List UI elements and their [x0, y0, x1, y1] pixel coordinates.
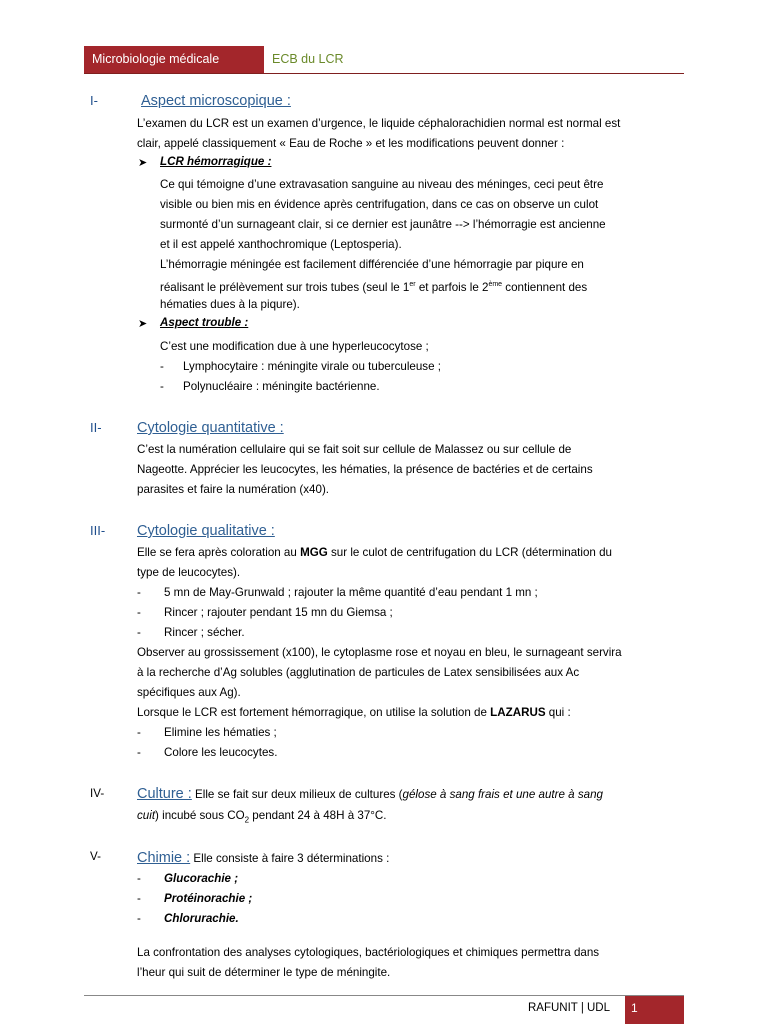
header-divider	[84, 73, 684, 74]
section-1-number: I-	[90, 93, 98, 108]
subheading-aspect-trouble: Aspect trouble :	[160, 316, 249, 329]
dash-bullet: -	[160, 380, 164, 393]
section-2-line-1: C’est la numération cellulaire qui se fait soit sur cellule de Malassez ou sur cellule de	[137, 443, 572, 456]
dash-bullet: -	[137, 746, 141, 759]
section-4-line-1: Culture : Elle se fait sur deux milieux de cultures (gélose à sang frais et une autre à sang	[137, 786, 603, 802]
lazarus-item-1: Elimine les hématies ;	[164, 726, 277, 739]
conclusion-line-2: l’heur qui suit de déterminer le type de méningite.	[137, 966, 391, 979]
header-subject: Microbiologie médicale	[84, 46, 264, 73]
section-5-number: V-	[90, 850, 101, 863]
section-3-line-1: Elle se fera après coloration au MGG sur le culot de centrifugation du LCR (détermination du	[137, 546, 612, 559]
section-4-number: IV-	[90, 787, 105, 800]
observation-line-1: Observer au grossissement (x100), le cytoplasme rose et noyau en bleu, le surnageant servira	[137, 646, 622, 659]
mgg-step-1: 5 mn de May-Grunwald ; rajouter la même quantité d’eau pendant 1 mn ;	[164, 586, 538, 599]
section-3-title: Cytologie qualitative :	[137, 523, 275, 539]
dash-bullet: -	[160, 360, 164, 373]
footer-divider	[84, 995, 684, 996]
section-1-title: Aspect microscopique :	[141, 93, 291, 109]
hemorragique-line-4: et il est appelé xanthochromique (Leptosperia).	[160, 238, 402, 251]
mgg-step-3: Rincer ; sécher.	[164, 626, 245, 639]
section-2-title: Cytologie quantitative :	[137, 420, 284, 436]
conclusion-line-1: La confrontation des analyses cytologiques, bactériologiques et chimiques permettra dans	[137, 946, 600, 959]
dash-bullet: -	[137, 892, 141, 905]
hemorragique-line-7: hématies dues à la piqure).	[160, 298, 300, 311]
arrow-bullet-icon: ➤	[138, 157, 148, 169]
dash-bullet: -	[137, 606, 141, 619]
section-4-line-2: cuit) incubé sous $CO_2$ pendant 24 à 48H à 37°C.	[137, 809, 387, 825]
dash-bullet: -	[137, 726, 141, 739]
section-2-line-2: Nageotte. Apprécier les leucocytes, les hématies, la présence de bactéries et de certains	[137, 463, 593, 476]
section-2-line-3: parasites et faire la numération (x40).	[137, 483, 330, 496]
section-5-line-1: Chimie : Elle consiste à faire 3 déterminations :	[137, 850, 390, 866]
chemistry-item-1: Glucorachie ;	[164, 872, 239, 885]
dash-bullet: -	[137, 626, 141, 639]
dash-bullet: -	[137, 586, 141, 599]
section-3-line-2: type de leucocytes).	[137, 566, 241, 579]
hemorragique-line-1: Ce qui témoigne d’une extravasation sanguine au niveau des méninges, ceci peut être	[160, 178, 604, 191]
section-1-intro-1: L’examen du LCR est un examen d’urgence, le liquide céphalorachidien normal est normal est	[137, 117, 621, 130]
hemorragique-line-6: réalisant le prélèvement sur trois tubes (seul le 1er et parfois le 2ème contiennent des	[160, 280, 588, 294]
section-1-intro-2: clair, appelé classiquement « Eau de Roche » et les modifications peuvent donner :	[137, 137, 565, 150]
section-3-number: III-	[90, 523, 106, 538]
mgg-step-2: Rincer ; rajouter pendant 15 mn du Giemsa ;	[164, 606, 393, 619]
chemistry-item-2: Protéinorachie ;	[164, 892, 253, 905]
lazarus-line: Lorsque le LCR est fortement hémorragique, on utilise la solution de LAZARUS qui :	[137, 706, 571, 719]
observation-line-3: spécifiques aux Ag).	[137, 686, 241, 699]
footer-author: RAFUNIT | UDL	[528, 1002, 611, 1014]
hemorragique-line-5: L’hémorragie méningée est facilement différenciée d’une hémorragie par piqure en	[160, 258, 584, 271]
section-2-number: II-	[90, 420, 102, 435]
trouble-line: C’est une modification due à une hyperleucocytose ;	[160, 340, 429, 353]
trouble-item-1: Lymphocytaire : méningite virale ou tuberculeuse ;	[183, 360, 441, 373]
arrow-bullet-icon: ➤	[138, 318, 148, 330]
hemorragique-line-3: surmonté d’un surnageant clair, si ce dernier est jaunâtre --> l’hémorragie est ancienne	[160, 218, 606, 231]
subheading-lcr-hemorragique: LCR hémorragique :	[160, 155, 272, 168]
page-number: 1	[625, 996, 684, 1024]
dash-bullet: -	[137, 912, 141, 925]
trouble-item-2: Polynucléaire : méningite bactérienne.	[183, 380, 380, 393]
header-topic: ECB du LCR	[272, 52, 344, 66]
hemorragique-line-2: visible ou bien mis en évidence après centrifugation, dans ce cas on observe un culot	[160, 198, 599, 211]
lazarus-item-2: Colore les leucocytes.	[164, 746, 278, 759]
observation-line-2: à la recherche d’Ag solubles (agglutination de particules de Latex sensibilisées aux Ac	[137, 666, 580, 679]
dash-bullet: -	[137, 872, 141, 885]
chemistry-item-3: Chlorurachie.	[164, 912, 239, 925]
